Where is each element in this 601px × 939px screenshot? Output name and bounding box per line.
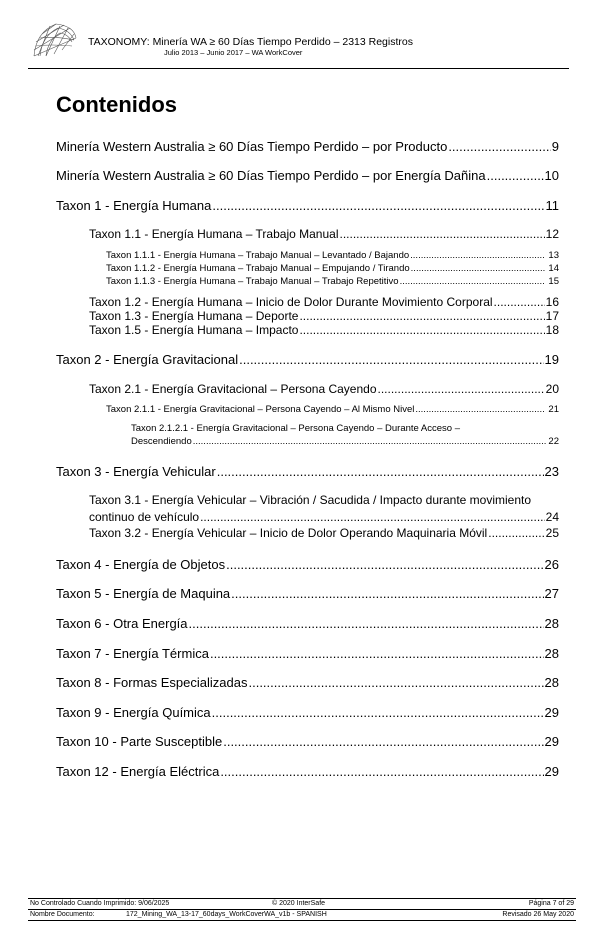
- toc-entry[interactable]: Taxon 1.5 - Energía Humana – Impacto ..... 18: [89, 323, 559, 337]
- footer-page-number: Página 7 of 29: [528, 900, 574, 907]
- toc-page-number: 9: [551, 139, 559, 154]
- toc-page-number: 28: [544, 646, 559, 661]
- toc-entry[interactable]: Taxon 4 - Energía de Objetos ..... 26: [56, 557, 559, 572]
- toc-entry-line1[interactable]: Taxon 3.1 - Energía Vehicular – Vibración / Sacudida / Impacto durante movimiento: [89, 493, 532, 507]
- toc-entry[interactable]: Taxon 1.1 - Energía Humana – Trabajo Manual ..... 12: [89, 227, 559, 241]
- toc-entry[interactable]: Taxon 5 - Energía de Maquina ..... 27: [56, 586, 559, 601]
- toc-page-number: 26: [544, 557, 559, 572]
- toc-entry[interactable]: Taxon 3.2 - Energía Vehicular – Inicio de Dolor Operando Maquinaria Móvil ..... 25: [89, 526, 559, 540]
- page-footer: [28, 898, 576, 921]
- toc-page-number: 10: [544, 168, 559, 183]
- toc-page-number: 22: [548, 436, 559, 447]
- toc-page-number: 21: [548, 404, 559, 415]
- toc-page-number: 29: [544, 734, 559, 749]
- toc-entry[interactable]: Taxon 1.1.3 - Energía Humana – Trabajo Manual – Trabajo Repetitivo ..... 15: [106, 276, 559, 287]
- toc-page-number: 20: [545, 382, 559, 396]
- toc-entry[interactable]: Minería Western Australia ≥ 60 Días Tiempo Perdido – por Producto ..... 9: [56, 139, 559, 154]
- toc-entry[interactable]: Taxon 6 - Otra Energía ..... 28: [56, 616, 559, 631]
- toc-entry[interactable]: Taxon 1.1.2 - Energía Humana – Trabajo Manual – Empujando / Tirando ..... 14: [106, 263, 559, 274]
- toc-entry[interactable]: Taxon 7 - Energía Térmica ..... 28: [56, 646, 559, 661]
- toc-entry[interactable]: Taxon 9 - Energía Química ..... 29: [56, 705, 559, 720]
- toc-page-number: 12: [545, 227, 559, 241]
- toc-entry[interactable]: Taxon 12 - Energía Eléctrica ..... 29: [56, 764, 559, 779]
- toc-entry[interactable]: Taxon 1.1.1 - Energía Humana – Trabajo Manual – Levantado / Bajando ..... 13: [106, 250, 559, 261]
- footer-uncontrolled: No Controlado Cuando Imprimido: 9/06/2025: [30, 900, 170, 907]
- toc-entry[interactable]: Minería Western Australia ≥ 60 Días Tiempo Perdido – por Energía Dañina ..... 10: [56, 168, 559, 183]
- page-header: [28, 20, 569, 69]
- toc-page-number: 14: [548, 263, 559, 274]
- toc-entry[interactable]: Taxon 2.1.1 - Energía Gravitacional – Persona Cayendo – Al Mismo Nivel ..... 21: [106, 404, 559, 415]
- globe-mesh-icon: [30, 20, 80, 60]
- toc-page-number: 18: [545, 323, 559, 337]
- toc-entry[interactable]: Taxon 2.1 - Energía Gravitacional – Persona Cayendo ..... 20: [89, 382, 559, 396]
- toc-entry[interactable]: Taxon 1.2 - Energía Humana – Inicio de Dolor Durante Movimiento Corporal ..... 16: [89, 295, 559, 309]
- footer-row: [28, 898, 576, 909]
- toc-entry[interactable]: continuo de vehículo ..... 24: [89, 510, 559, 524]
- toc-page-number: 11: [545, 198, 559, 213]
- toc-page-number: 16: [545, 295, 559, 309]
- toc-page-number: 27: [544, 586, 559, 601]
- header-subtitle: Julio 2013 – Junio 2017 – WA WorkCover: [164, 48, 303, 57]
- toc-entry[interactable]: Taxon 3 - Energía Vehicular ..... 23: [56, 464, 559, 479]
- footer-doc-name: 172_Mining_WA_13-17_60days_WorkCoverWA_v1b - SPANISH: [126, 911, 327, 918]
- toc-page-number: 25: [545, 526, 559, 540]
- footer-doc-label: Nombre Documento:: [30, 911, 95, 918]
- toc-page-number: 29: [544, 764, 559, 779]
- toc-entry[interactable]: Taxon 2 - Energía Gravitacional ..... 19: [56, 352, 559, 367]
- toc-page-number: 24: [545, 510, 559, 524]
- toc-page-number: 28: [544, 616, 559, 631]
- toc-entry[interactable]: Descendiendo ..... 22: [131, 436, 559, 447]
- toc-entry[interactable]: Taxon 1.3 - Energía Humana – Deporte ..... 17: [89, 309, 559, 323]
- toc-entry-line1[interactable]: Taxon 2.1.2.1 - Energía Gravitacional – Persona Cayendo – Durante Acceso –: [131, 423, 461, 434]
- footer-revised: Revisado 26 May 2020: [502, 911, 574, 918]
- toc-entry[interactable]: Taxon 8 - Formas Especializadas ..... 28: [56, 675, 559, 690]
- toc-page-number: 15: [548, 276, 559, 287]
- toc-page-number: 13: [548, 250, 559, 261]
- footer-copyright: © 2020 InterSafe: [272, 900, 326, 907]
- toc-entry[interactable]: Taxon 10 - Parte Susceptible ..... 29: [56, 734, 559, 749]
- footer-row: [28, 909, 576, 921]
- toc-page-number: 19: [544, 352, 559, 367]
- toc-page-number: 23: [544, 464, 559, 479]
- toc-page-number: 17: [545, 309, 559, 323]
- toc-page-number: 28: [544, 675, 559, 690]
- header-title: TAXONOMY: Minería WA ≥ 60 Días Tiempo Perdido – 2313 Registros: [88, 36, 413, 48]
- toc-entry[interactable]: Taxon 1 - Energía Humana ..... 11: [56, 198, 559, 213]
- page-title: Contenidos: [56, 92, 177, 117]
- toc-page-number: 29: [544, 705, 559, 720]
